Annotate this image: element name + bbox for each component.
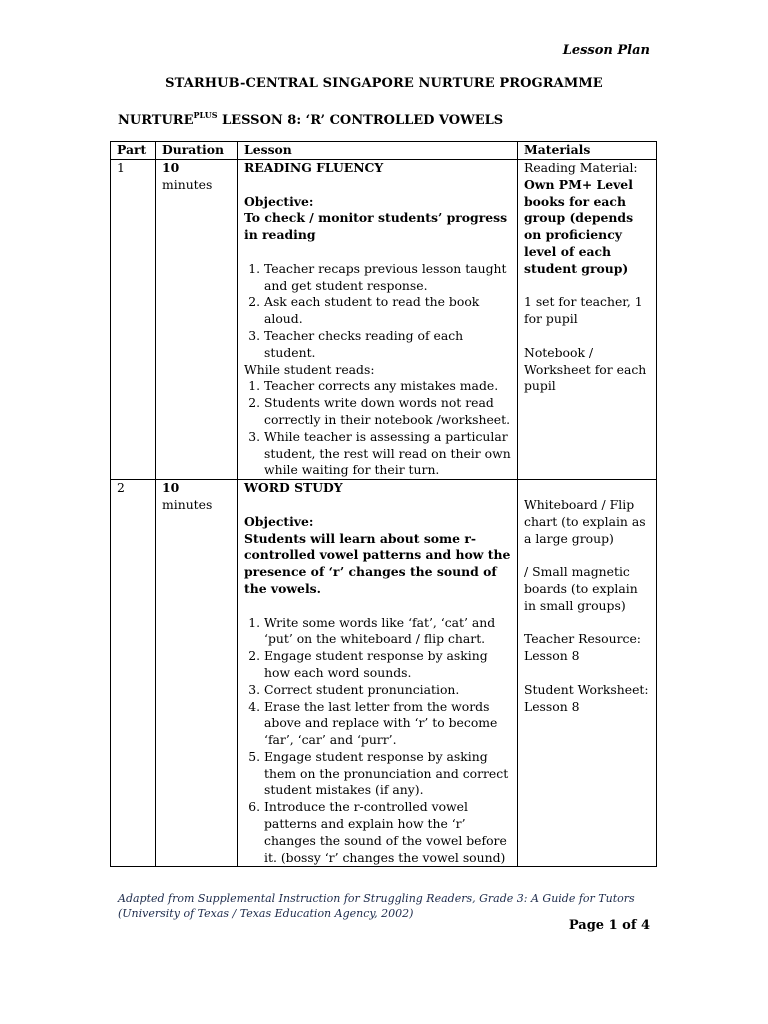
lesson-prefix: NURTURE (118, 113, 194, 128)
step-list (244, 261, 511, 362)
objective-text: Students will learn about some r-controlled vowel patterns and how the presence of ‘r’ changes the sound of the vowels. (244, 530, 511, 596)
material-item: Notebook / Worksheet for each pupil (524, 344, 647, 394)
lesson-cell (238, 160, 518, 480)
lesson-title-text: LESSON 8: ‘R’ CONTROLLED VOWELS (217, 113, 504, 128)
lesson-superscript: PLUS (193, 110, 218, 120)
table-row (111, 480, 657, 867)
material-item: Whiteboard / Flip chart (to explain as a large group) (524, 496, 646, 546)
objective-label: Objective: (244, 193, 314, 209)
material-item: Teacher Resource: Lesson 8 (524, 631, 641, 664)
lesson-title (118, 110, 503, 128)
part-cell: 2 (111, 480, 156, 867)
duration-number: 10 (162, 160, 180, 175)
list-item: 1. Write some words like ‘fat’, ‘cat’ and ‘put’ on the whiteboard / flip chart. (264, 615, 511, 649)
list-item: 3. Correct student pronunciation. (264, 682, 511, 699)
objective-label: Objective: (244, 513, 314, 529)
list-item: 5. Engage student response by asking them on the pronunciation and correct student mistakes (if any). (264, 749, 511, 799)
list-item: 6. Introduce the r-controlled vowel patterns and explain how the ‘r’ changes the sound of the vowel before it. (bossy ‘r’ changes the vowel sound) (264, 799, 511, 866)
list-item: 4. Erase the last letter from the words above and replace with ‘r’ to become ‘far’, ‘car’ and ‘purr’. (264, 699, 511, 749)
table-header-row (111, 142, 657, 160)
source-footnote: Adapted from Supplemental Instruction for Struggling Readers, Grade 3: A Guide for Tutors (University of Texas / Texas Education Agency, 2002) (118, 892, 635, 920)
step-list (244, 378, 511, 479)
duration-unit: minutes (162, 496, 213, 512)
duration-unit: minutes (162, 176, 213, 192)
objective-text: To check / monitor students’ progress in reading (244, 210, 508, 243)
list-item: 2. Ask each student to read the book aloud. (264, 294, 511, 328)
page-number: Page 1 of 4 (568, 918, 650, 933)
step-list (244, 615, 511, 867)
material-item: Own PM+ Level books for each group (depends on proficiency level of each student group) (524, 176, 634, 276)
header-duration: Duration (156, 142, 238, 160)
table-row (111, 160, 657, 480)
while-reading-label: While student reads: (244, 361, 375, 377)
list-item: 2. Engage student response by asking how each word sounds. (264, 648, 511, 682)
material-item: / Small magnetic boards (to explain in small groups) (524, 564, 638, 613)
duration-cell (156, 160, 238, 480)
lesson-heading: WORD STUDY (244, 480, 343, 496)
materials-cell (518, 480, 657, 867)
duration-cell (156, 480, 238, 867)
list-item: 3. Teacher checks reading of each student. (264, 328, 511, 362)
material-item: 1 set for teacher, 1 for pupil (524, 294, 643, 327)
materials-cell (518, 160, 657, 480)
header-materials: Materials (518, 142, 657, 160)
list-item: 3. While teacher is assessing a particular student, the rest will read on their own while waiting for their turn. (264, 429, 511, 479)
part-cell: 1 (111, 160, 156, 480)
doc-type-label: Lesson Plan (562, 43, 650, 58)
list-item: 1. Teacher corrects any mistakes made. (264, 378, 511, 395)
header-lesson: Lesson (238, 142, 518, 160)
list-item: 2. Students write down words not read correctly in their notebook /worksheet. (264, 395, 511, 429)
header-part: Part (111, 142, 156, 160)
material-label: Reading Material: (524, 160, 638, 175)
programme-title: STARHUB-CENTRAL SINGAPORE NURTURE PROGRAMME (165, 76, 603, 91)
list-item: 1. Teacher recaps previous lesson taught and get student response. (264, 261, 511, 295)
lesson-heading: READING FLUENCY (244, 160, 384, 175)
lesson-cell (238, 480, 518, 867)
lesson-plan-table (110, 141, 657, 867)
material-item: Student Worksheet: Lesson 8 (524, 681, 649, 714)
duration-number: 10 (162, 480, 180, 496)
